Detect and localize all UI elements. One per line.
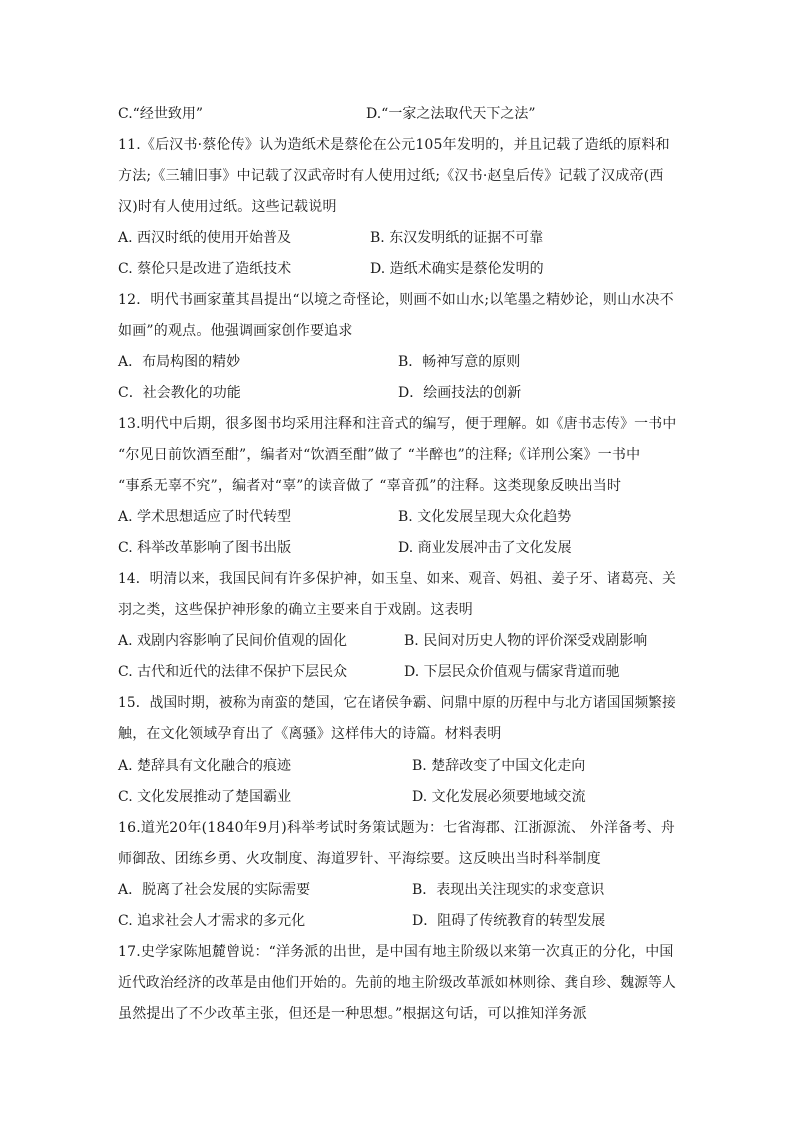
q14-option-d: D. 下层民众价值观与儒家背道而驰 [404, 664, 620, 680]
q11-option-b: B. 东汉发明纸的证据不可靠 [370, 230, 544, 246]
q12-stem-line-1: 12．明代书画家董其昌提出“以境之奇怪论，则画不如山水;以笔墨之精妙论，则山水决不 [118, 292, 674, 308]
q13-option-d: D. 商业发展冲击了文化发展 [398, 540, 572, 556]
q16-stem-line-1: 16.道光20年(1840年9月)科举考试时务策试题为：七省海郡、江浙源流、 外洋备考、舟 [118, 820, 675, 836]
q13-option-b: B. 文化发展呈现大众化趋势 [398, 509, 572, 525]
q16-option-b: B．表现出关注现实的求变意识 [412, 882, 605, 898]
q10-option-d: D.“一家之法取代天下之法” [366, 106, 536, 122]
q17-stem-line-3: 虽然提出了不少改革主张，但还是一种思想。”根据这句话，可以推知洋务派 [118, 1006, 587, 1022]
q12-option-d: D．绘画技法的创新 [398, 385, 522, 401]
q15-stem-line-2: 触，在文化领域孕育出了《离骚》这样伟大的诗篇。材料表明 [118, 726, 502, 742]
q11-option-a: A. 西汉时纸的使用开始普及 [118, 230, 292, 246]
q16-option-c: C. 追求社会人才需求的多元化 [118, 913, 306, 929]
q14-stem-line-2: 羽之类，这些保护神形象的确立主要来自于戏剧。这表明 [118, 602, 473, 618]
q12-option-b: B．畅神写意的原则 [398, 354, 521, 370]
q12-stem-line-2: 如画”的观点。他强调画家创作要追求 [118, 323, 353, 339]
q14-option-a: A. 戏剧内容影响了民间价值观的固化 [118, 633, 348, 649]
q15-option-d: D. 文化发展必须要地域交流 [412, 789, 586, 805]
q16-option-a: A．脱离了社会发展的实际需要 [118, 882, 311, 898]
q14-stem-line-1: 14．明清以来，我国民间有许多保护神，如玉皇、如来、观音、妈祖、姜子牙、诸葛亮、关 [118, 571, 677, 587]
q16-option-d: D．阻碍了传统教育的转型发展 [412, 913, 606, 929]
q14-option-b: B. 民间对历史人物的评价深受戏剧影响 [404, 633, 648, 649]
q13-stem-line-1: 13.明代中后期，很多图书均采用注释和注音式的编写，便于理解。如《唐书志传》一书中 [118, 416, 677, 432]
q15-option-a: A. 楚辞具有文化融合的痕迹 [118, 758, 292, 774]
q15-stem-line-1: 15．战国时期，被称为南蛮的楚国，它在诸侯争霸、问鼎中原的历程中与北方诸国国频繁接 [118, 695, 677, 711]
q15-option-c: C. 文化发展推动了楚国霸业 [118, 789, 292, 805]
q13-option-c: C. 科举改革影响了图书出版 [118, 540, 292, 556]
q13-stem-line-3: “事系无辜不究”，编者对“辜”的读音做了 “辜音孤”的注释。这类现象反映出当时 [118, 478, 622, 494]
q15-option-b: B. 楚辞改变了中国文化走向 [412, 758, 586, 774]
q11-option-c: C. 蔡伦只是改进了造纸技术 [118, 261, 292, 277]
q17-stem-line-1: 17.史学家陈旭麓曾说：“洋务派的出世，是中国有地主阶级以来第一次真正的分化，中国 [118, 944, 674, 960]
q13-stem-line-2: “尔见日前饮酒至酣”，编者对“饮酒至酣”做了 “半醉也”的注释;《详刑公案》一书中 [118, 447, 641, 463]
q17-stem-line-2: 近代政治经济的改革是由他们开始的。先前的地主阶级改革派如林则徐、龚自珍、魏源等人 [118, 975, 677, 991]
q12-option-a: A．布局构图的精妙 [118, 354, 241, 370]
q11-option-d: D. 造纸术确实是蔡伦发明的 [370, 261, 544, 277]
q11-stem-line-2: 方法;《三辅旧事》中记载了汉武帝时有人使用过纸;《汉书·赵皇后传》记载了汉成帝(西 [118, 168, 664, 184]
q13-option-a: A. 学术思想适应了时代转型 [118, 509, 292, 525]
q10-option-c: C.“经世致用” [118, 106, 203, 122]
q16-stem-line-2: 师御敌、团练乡勇、火攻制度、海道罗针、平海综要。这反映出当时科举制度 [118, 851, 601, 867]
q11-stem-line-1: 11.《后汉书·蔡伦传》认为造纸术是蔡伦在公元105年发明的，并且记载了造纸的原料和 [118, 137, 670, 153]
q14-option-c: C. 古代和近代的法律不保护下层民众 [118, 664, 348, 680]
q11-stem-line-3: 汉)时有人使用过纸。这些记载说明 [118, 199, 337, 215]
q12-option-c: C．社会教化的功能 [118, 385, 241, 401]
